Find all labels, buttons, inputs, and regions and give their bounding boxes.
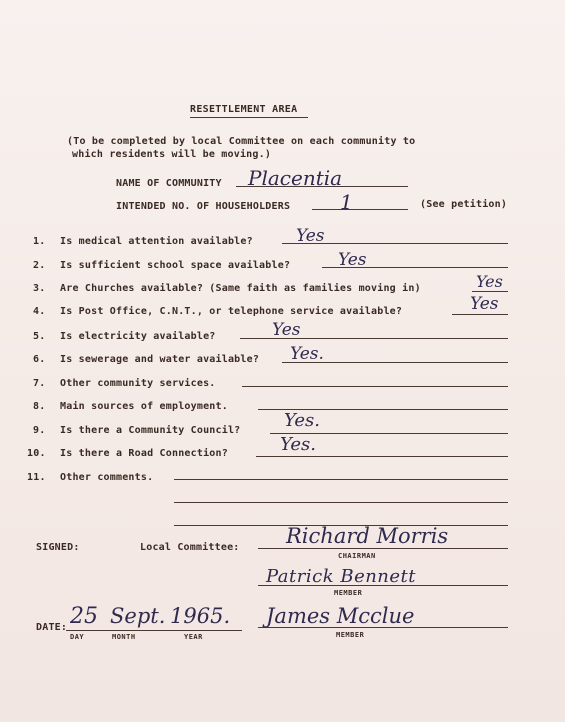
document-title: RESETTLEMENT AREA <box>190 104 298 115</box>
question-2-number: 2. <box>33 260 46 271</box>
question-10-answer: Yes. <box>280 434 316 455</box>
question-4-answer: Yes <box>470 294 499 314</box>
community-value: Placentia <box>248 166 343 190</box>
question-4-line <box>452 314 508 315</box>
question-1-answer: Yes <box>296 226 325 246</box>
question-1-text: Is medical attention available? <box>60 236 253 247</box>
question-11-text: Other comments. <box>60 472 154 483</box>
question-7-number: 7. <box>33 378 46 389</box>
comments-line-2 <box>174 502 508 503</box>
instructions-line-2: which residents will be moving.) <box>72 149 272 160</box>
question-4-number: 4. <box>33 306 46 317</box>
question-1-number: 1. <box>33 236 46 247</box>
question-3-text: Are Churches available? (Same faith as families moving in) <box>60 283 421 294</box>
question-9-answer: Yes. <box>284 410 320 431</box>
question-2-text: Is sufficient school space available? <box>60 260 291 271</box>
question-10-number: 10. <box>27 448 46 459</box>
question-9-text: Is there a Community Council? <box>60 425 241 436</box>
question-8-number: 8. <box>33 401 46 412</box>
date-month: Sept. <box>110 604 166 628</box>
member2-label: MEMBER <box>336 631 365 639</box>
question-3-line <box>472 291 508 292</box>
question-3-answer: Yes <box>476 272 503 291</box>
question-5-answer: Yes <box>272 320 301 340</box>
householders-value: 1 <box>340 190 353 214</box>
question-11-line <box>174 479 508 480</box>
day-label: DAY <box>70 633 85 641</box>
community-label: NAME OF COMMUNITY <box>116 178 222 189</box>
date-day: 25 <box>70 604 98 629</box>
question-4-text: Is Post Office, C.N.T., or telephone service available? <box>60 306 403 317</box>
month-label: MONTH <box>112 633 136 641</box>
member1-signature: Patrick Bennett <box>266 566 417 587</box>
chairman-signature: Richard Morris <box>286 524 449 548</box>
question-6-text: Is sewerage and water available? <box>60 354 260 365</box>
committee-label: Local Committee: <box>140 542 240 553</box>
chairman-label: CHAIRMAN <box>338 552 376 560</box>
question-6-number: 6. <box>33 354 46 365</box>
question-10-line <box>256 456 508 457</box>
question-7-text: Other community services. <box>60 378 216 389</box>
question-11-number: 11. <box>27 472 46 483</box>
date-label: DATE: <box>36 622 68 633</box>
date-year: 1965. <box>170 604 231 628</box>
question-9-number: 9. <box>33 425 46 436</box>
chairman-line <box>258 548 508 549</box>
householders-label: INTENDED NO. OF HOUSEHOLDERS <box>116 201 291 212</box>
question-3-number: 3. <box>33 283 46 294</box>
question-10-text: Is there a Road Connection? <box>60 448 228 459</box>
member1-label: MEMBER <box>334 589 363 597</box>
title-underline <box>190 117 308 118</box>
question-5-text: Is electricity available? <box>60 331 216 342</box>
question-8-text: Main sources of employment. <box>60 401 228 412</box>
year-label: YEAR <box>184 633 203 641</box>
signed-label: SIGNED: <box>36 542 80 553</box>
householders-line <box>312 209 408 210</box>
date-line <box>66 630 242 631</box>
question-7-line <box>242 386 508 387</box>
householders-note: (See petition) <box>420 199 508 210</box>
instructions-line-1: (To be completed by local Committee on each community to <box>67 136 416 147</box>
question-2-answer: Yes <box>338 250 367 270</box>
question-6-answer: Yes. <box>290 344 324 364</box>
question-5-number: 5. <box>33 331 46 342</box>
member2-signature: James Mcclue <box>266 604 415 628</box>
